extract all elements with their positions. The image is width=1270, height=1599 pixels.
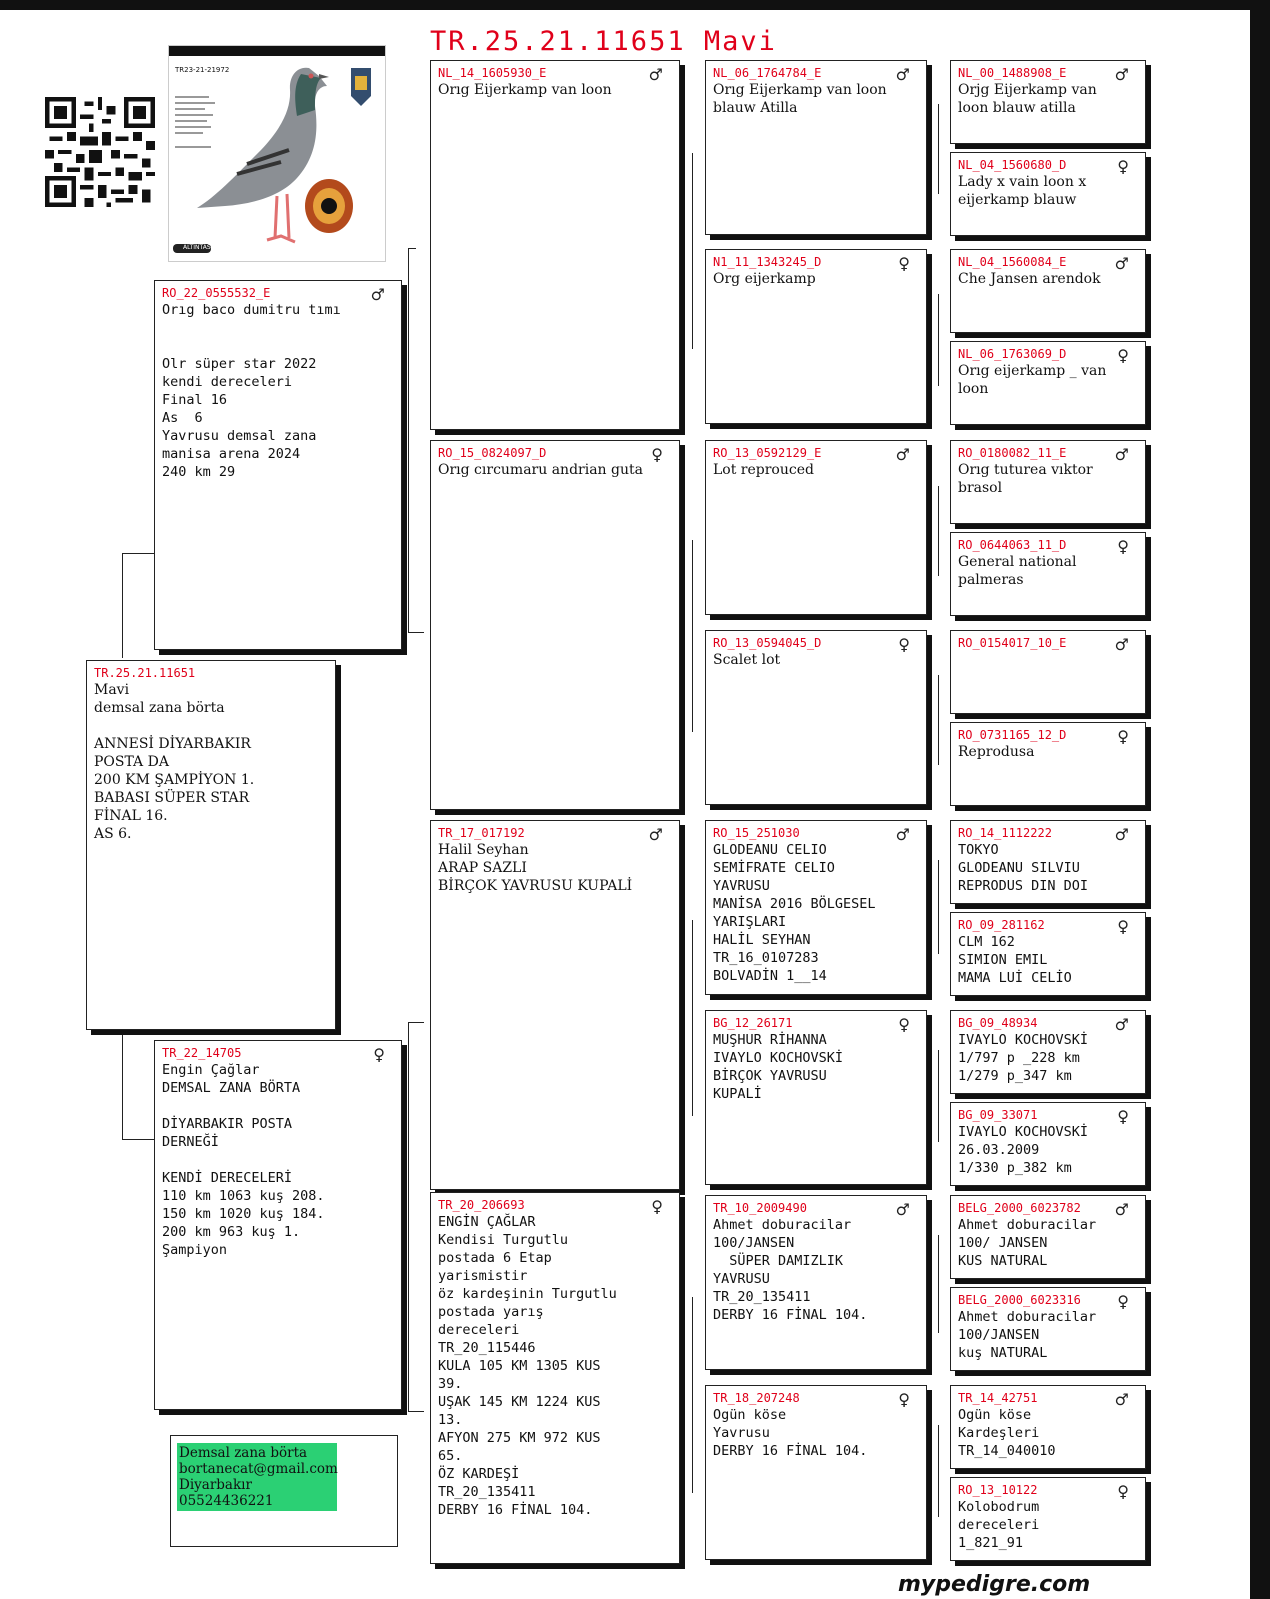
ring-number: BG_09_48934 [958,1016,1038,1030]
pigeon-note-line: Engin Çağlar [162,1062,260,1078]
pigeon-note-line: Ogün köse [958,1407,1032,1423]
pigeon-card-g9[interactable] [950,820,1146,904]
pigeon-card-dss[interactable] [705,820,927,995]
female-icon: ♀ [1117,727,1129,746]
pigeon-card-subject[interactable] [86,660,336,1030]
connector [938,294,939,386]
connector [122,553,154,554]
pigeon-note-line: 1/797 p _228 km [958,1050,1080,1066]
pigeon-note-line: MANİSA 2016 BÖLGESEL [713,896,876,912]
pigeon-note-line [162,337,394,355]
pigeon-note-line: brasol [958,480,1003,496]
pigeon-note-line: IVAYLO KOCHOVSKİ [958,1124,1089,1140]
ring-number: RO_15_251030 [713,826,800,840]
pigeon-note-line: FİNAL 16. [94,808,168,824]
pigeon-note-line: Ahmet doburacilar [713,1217,852,1233]
contact-info [177,1443,337,1511]
connector [408,632,424,633]
connector [692,153,693,349]
pigeon-note-line: DERBY 16 FİNAL 104. [713,1307,868,1323]
pigeon-note-line: demsal zana börta [94,700,225,716]
ring-number: RO_14_1112222 [958,826,1052,840]
pigeon-note-line: blauw Atilla [713,100,798,116]
pigeon-note-line: Orıg Eijerkamp van loon [438,82,612,98]
ring-number: NL_04_1560680_D [958,158,1067,172]
connector [938,1235,939,1333]
ring-number: BG_09_33071 [958,1108,1038,1122]
pigeon-note-line: 100/JANSEN [713,1235,795,1251]
pigeon-note-line: 110 km 1063 kuş 208. [162,1188,325,1204]
pigeon-note-line: HALİL SEYHAN [713,932,811,948]
female-icon: ♀ [1117,1107,1129,1126]
ring-number: BELG_2000_6023782 [958,1201,1081,1215]
connector [938,1050,939,1142]
male-icon: ♂ [1114,825,1129,844]
pigeon-note-line [94,717,328,735]
female-icon: ♀ [651,445,663,464]
pigeon-note-line: Orıg tuturea vıktor [958,462,1093,478]
pigeon-photo [168,45,386,262]
connector [692,540,693,732]
pigeon-note-line: 1_821_91 [958,1535,1024,1551]
pigeon-note-line: loon blauw atilla [958,100,1076,116]
pigeon-note-line: YARIŞLARI [713,914,787,930]
pigeon-note-line: Mavi [94,682,130,698]
male-icon: ♂ [895,65,910,84]
pigeon-note-line: Orıg Eijerkamp van loon [713,82,887,98]
pigeon-note-line: Orjg Eijerkamp van [958,82,1097,98]
pigeon-note-line: Kendisi Turgutlu [438,1232,569,1248]
male-icon: ♂ [895,1200,910,1219]
pigeon-note-line: KENDİ DERECELERİ [162,1170,293,1186]
pigeon-note-line: Scalet lot [713,652,781,668]
male-icon: ♂ [895,445,910,464]
ring-number: TR_10_2009490 [713,1201,807,1215]
female-icon: ♀ [1117,917,1129,936]
contact-phone[interactable]: 05524436221 [179,1493,274,1509]
connector [692,920,693,1116]
pigeon-note-line [162,319,394,337]
pigeon-note-line: dereceleri [438,1322,520,1338]
pigeon-note-line: AS 6. [94,826,132,842]
pigeon-note-line: GLODEANU SILVIU [958,860,1080,876]
pigeon-note-line: Org eijerkamp [713,271,816,287]
pigeon-note-line: Yavrusu [713,1425,770,1441]
pigeon-card-g13[interactable] [950,1195,1146,1279]
pigeon-note-line: 240 km 29 [162,464,236,480]
pigeon-note-line: 65. [438,1448,463,1464]
pigeon-note-line: DİYARBAKIR POSTA [162,1116,293,1132]
female-icon: ♀ [898,254,910,273]
connector [938,104,939,194]
male-icon: ♂ [648,65,663,84]
pigeon-note-line: General national [958,554,1077,570]
male-icon: ♂ [1114,254,1129,273]
pigeon-card-g8[interactable] [950,722,1146,806]
connector [408,248,416,249]
pigeon-note-line: KUPALİ [713,1086,762,1102]
pigeon-note-line: eijerkamp blauw [958,192,1077,208]
pigeon-note-line: DERNEĞİ [162,1134,219,1150]
pigeon-note-line: Ogün köse [713,1407,787,1423]
pigeon-illustration [169,46,385,261]
ring-number: RO_0731165_12_D [958,728,1067,742]
pigeon-note-line: 100/ JANSEN [958,1235,1048,1251]
pigeon-note-line: SÜPER DAMIZLIK [713,1253,844,1269]
connector [938,486,939,576]
pigeon-note-line: GLODEANU CELIO [713,842,827,858]
pigeon-note-line: DERBY 16 FİNAL 104. [438,1502,593,1518]
pigeon-note-line: TOKYO [958,842,999,858]
ring-number: NL_06_1763069_D [958,347,1067,361]
pigeon-note-line: MAMA LUİ CELİO [958,970,1072,986]
photo-logo-text: ALTINTAS [183,244,211,251]
pigeon-card-sdd[interactable] [705,630,927,805]
pigeon-note-line: YAVRUSU [713,878,770,894]
pigeon-note-line: REPRODUS DIN DOI [958,878,1089,894]
pigeon-note-line: dereceleri [958,1517,1040,1533]
pigeon-note-line: yarismistir [438,1268,528,1284]
ring-number: TR_17_017192 [438,826,525,840]
pigeon-card-ddd[interactable] [705,1385,927,1560]
male-icon: ♂ [648,825,663,844]
pigeon-card-g2[interactable] [950,152,1146,236]
connector [408,1411,424,1412]
ring-number: TR_18_207248 [713,1391,800,1405]
pigeon-note-line: Che Jansen arendok [958,271,1101,287]
pigeon-note-line: MUŞHUR RİHANNA [713,1032,827,1048]
contact-box [170,1435,398,1547]
pigeon-note-line: Orıg baco dumitru tımı [162,302,341,318]
ring-number: TR_14_42751 [958,1391,1038,1405]
ring-number: RO_13_0594045_D [713,636,822,650]
connector [692,1297,693,1493]
male-icon: ♂ [1114,1015,1129,1034]
male-icon: ♂ [1114,65,1129,84]
ring-number: BELG_2000_6023316 [958,1293,1081,1307]
right-border [1250,0,1270,1599]
pigeon-note-line: kuş NATURAL [958,1345,1048,1361]
pigeon-note-line: KUS NATURAL [958,1253,1048,1269]
ring-number: TR_22_14705 [162,1046,242,1060]
ring-number: RO_13_10122 [958,1483,1038,1497]
pigeon-note-line: TR_20_115446 [438,1340,536,1356]
ring-number: RO_09_281162 [958,918,1045,932]
pigeon-note-line: AFYON 275 KM 972 KUS [438,1430,601,1446]
contact-city: Diyarbakır [179,1477,252,1493]
pigeon-note-line: TR_20_135411 [438,1484,536,1500]
pigeon-note-line: Olr süper star 2022 [162,356,317,372]
ring-number: RO_13_0592129_E [713,446,822,460]
pedigree-title: TR.25.21.11651 Mavi [430,26,777,57]
pigeon-note-line: SIMION EMIL [958,952,1048,968]
ring-number: NL_06_1764784_E [713,66,822,80]
pigeon-note-line: UŞAK 145 KM 1224 KUS [438,1394,601,1410]
connector [122,1032,123,1140]
pigeon-note-line: POSTA DA [94,754,169,770]
female-icon: ♀ [1117,537,1129,556]
pigeon-note-line: palmeras [958,572,1024,588]
pigeon-note-line: SEMİFRATE CELIO [713,860,835,876]
pigeon-note-line: CLM 162 [958,934,1015,950]
pigeon-note-line: YAVRUSU [713,1271,770,1287]
pigeon-note-line: Final 16 [162,392,228,408]
pigeon-note-line: Kardeşleri [958,1425,1040,1441]
pigeon-note-line: 200 km 963 kuş 1. [162,1224,301,1240]
pigeon-note-line: 150 km 1020 kuş 184. [162,1206,325,1222]
pigeon-note-line: postada yarış [438,1304,544,1320]
pigeon-note-line: TR_16_0107283 [713,950,819,966]
female-icon: ♀ [898,635,910,654]
pigeon-note-line: Halil Seyhan [438,842,529,858]
pigeon-card-g14[interactable] [950,1287,1146,1371]
female-icon: ♀ [1117,157,1129,176]
contact-email[interactable]: bortanecat@gmail.com [179,1461,338,1477]
female-icon: ♀ [373,1045,385,1064]
connector [938,1425,939,1517]
female-icon: ♀ [1117,1292,1129,1311]
pigeon-note-line: postada 6 Etap [438,1250,552,1266]
ring-number: RO_22_0555532_E [162,286,271,300]
ring-number: NL_14_1605930_E [438,66,547,80]
pigeon-card-g4[interactable] [950,341,1146,425]
pigeon-note-line: TR_14_040010 [958,1443,1056,1459]
pigeon-note-line: Ahmet doburacilar [958,1217,1097,1233]
pigeon-note-line: öz kardeşinin Turgutlu [438,1286,617,1302]
pigeon-note-line: 200 KM ŞAMPİYON 1. [94,772,255,788]
pigeon-note-line: Şampiyon [162,1242,228,1258]
pigeon-note-line: Orıg cırcumaru andrian guta [438,462,643,478]
pigeon-card-g5[interactable] [950,440,1146,524]
pigeon-note-line: ARAP SAZLI [438,860,527,876]
pigeon-note-line [162,1151,394,1169]
pigeon-note-line: IVAYLO KOCHOVSKİ [713,1050,844,1066]
top-border [0,0,1270,10]
pigeon-note-line: Lady x vain loon x [958,174,1087,190]
ring-number: BG_12_26171 [713,1016,793,1030]
pigeon-card-g6[interactable] [950,532,1146,616]
connector [408,1022,424,1023]
pigeon-note-line: BİRÇOK YAVRUSU [713,1068,827,1084]
pigeon-card-sd[interactable] [430,440,680,810]
pigeon-note-line: kendi dereceleri [162,374,293,390]
pigeon-note-line: DEMSAL ZANA BÖRTA [162,1080,301,1096]
pigeon-card-g10[interactable] [950,912,1146,996]
pigeon-note-line: manisa arena 2024 [162,446,301,462]
pigeon-card-dsd[interactable] [705,1010,927,1185]
ring-number: RO_0154017_10_E [958,636,1067,650]
pigeon-card-g3[interactable] [950,249,1146,333]
pigeon-card-g11[interactable] [950,1010,1146,1094]
ring-number: TR.25.21.11651 [94,666,196,680]
pigeon-card-g7[interactable] [950,630,1146,714]
pigeon-note-line: 39. [438,1376,463,1392]
male-icon: ♂ [895,825,910,844]
pigeon-card-ssd[interactable] [705,249,927,424]
male-icon: ♂ [1114,635,1129,654]
pigeon-note-line: ANNESİ DİYARBAKIR [94,736,251,752]
pigeon-card-g16[interactable] [950,1477,1146,1561]
pigeon-note-line: Yavrusu demsal zana [162,428,317,444]
connector [122,1139,154,1140]
female-icon: ♀ [898,1015,910,1034]
photo-ring-label: TR23-21-21972 [175,66,230,74]
pigeon-note-line: Ahmet doburacilar [958,1309,1097,1325]
pigeon-card-dd[interactable] [430,1192,680,1564]
male-icon: ♂ [1114,1200,1129,1219]
pigeon-note-line: loon [958,381,989,397]
connector [122,553,123,658]
pigeon-note-line: Orıg eijerkamp _ van [958,363,1107,379]
pigeon-note-line: Reprodusa [958,744,1035,760]
pigeon-note-line: 1/330 p_382 km [958,1160,1072,1176]
pigeon-card-g15[interactable] [950,1385,1146,1469]
ring-number: NL_00_1488908_E [958,66,1067,80]
pigeon-note-line: As 6 [162,410,203,426]
pigeon-card-dam[interactable] [154,1040,402,1410]
pigeon-card-sire[interactable] [154,280,402,650]
ring-number: N1_11_1343245_D [713,255,822,269]
pigeon-note-line: 1/279 p_347 km [958,1068,1072,1084]
pigeon-note-line: 13. [438,1412,463,1428]
pigeon-note-line: BOLVADİN 1__14 [713,968,827,984]
female-icon: ♀ [1117,1482,1129,1501]
ring-number: NL_04_1560084_E [958,255,1067,269]
pigeon-note-line: 100/JANSEN [958,1327,1040,1343]
pigeon-card-sss[interactable] [705,60,927,235]
connector [408,248,409,633]
pigeon-card-dds[interactable] [705,1195,927,1370]
qr-code-icon [45,97,155,207]
male-icon: ♂ [1114,1390,1129,1409]
pigeon-note-line: Kolobodrum [958,1499,1040,1515]
ring-number: RO_0644063_11_D [958,538,1067,552]
pigeon-card-sds[interactable] [705,440,927,615]
female-icon: ♀ [651,1197,663,1216]
pigeon-note-line: 26.03.2009 [958,1142,1040,1158]
pigeon-note-line: ÖZ KARDEŞİ [438,1466,520,1482]
pigeon-note-line: BABASI SÜPER STAR [94,790,250,806]
connector [938,860,939,954]
contact-name: Demsal zana börta [179,1445,308,1461]
male-icon: ♂ [370,285,385,304]
female-icon: ♀ [898,1390,910,1409]
pigeon-note-line: DERBY 16 FİNAL 104. [713,1443,868,1459]
pigeon-note-line: IVAYLO KOCHOVSKİ [958,1032,1089,1048]
connector [938,675,939,765]
pigeon-note-line: TR_20_135411 [713,1289,811,1305]
pigeon-note-line: BİRÇOK YAVRUSU KUPALİ [438,878,633,894]
ring-number: RO_0180082_11_E [958,446,1067,460]
pigeon-card-g1[interactable] [950,60,1146,144]
pigeon-note-line: Lot reprouced [713,462,814,478]
pigeon-note-line: ENGİN ÇAĞLAR [438,1214,536,1230]
ring-number: TR_20_206693 [438,1198,525,1212]
female-icon: ♀ [1117,346,1129,365]
connector [408,1022,409,1412]
pigeon-card-ss[interactable] [430,60,680,430]
brand-logo-text[interactable]: mypedigre.com [898,1572,1091,1597]
pigeon-card-g12[interactable] [950,1102,1146,1186]
pigeon-note-line: KULA 105 KM 1305 KUS [438,1358,601,1374]
ring-number: RO_15_0824097_D [438,446,547,460]
pigeon-card-ds[interactable] [430,820,680,1190]
male-icon: ♂ [1114,445,1129,464]
pigeon-note-line [162,1097,394,1115]
